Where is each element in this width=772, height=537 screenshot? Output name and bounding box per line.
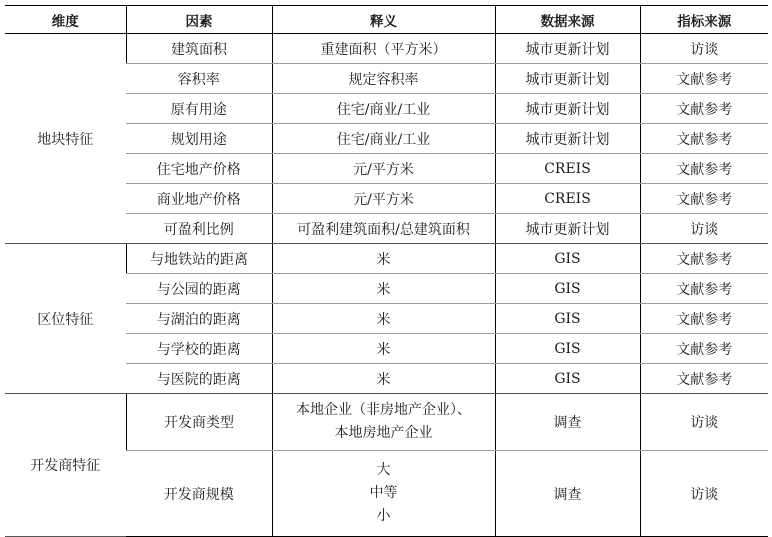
cell-data-source: 城市更新计划 (495, 34, 640, 64)
cell-factor: 开发商类型 (126, 394, 272, 451)
header-factor: 因素 (126, 6, 272, 34)
cell-indicator-source: 文献参考 (640, 304, 768, 334)
cell-meaning (272, 451, 495, 537)
cell-factor: 住宅地产价格 (126, 154, 272, 184)
cell-factor: 可盈利比例 (126, 214, 272, 244)
cell-meaning-line: 本地企业（非房地产企业）、 (296, 402, 471, 418)
cell-data-source: 城市更新计划 (495, 214, 640, 244)
table-row (5, 394, 768, 451)
cell-indicator-source: 文献参考 (640, 124, 768, 154)
cell-meaning: 住宅/商业/工业 (272, 124, 495, 154)
cell-meaning: 元/平方米 (272, 184, 495, 214)
cell-factor: 规划用途 (126, 124, 272, 154)
cell-indicator-source: 访谈 (640, 451, 768, 537)
cell-factor: 开发商规模 (126, 451, 272, 537)
cell-data-source: GIS (495, 244, 640, 274)
cell-factor: 建筑面积 (126, 34, 272, 64)
cell-data-source: 城市更新计划 (495, 124, 640, 154)
cell-meaning: 米 (272, 244, 495, 274)
header-meaning: 释义 (272, 6, 495, 34)
header-row (5, 6, 768, 34)
cell-indicator-source: 文献参考 (640, 244, 768, 274)
factor-table (5, 5, 768, 537)
header-data-source: 数据来源 (495, 6, 640, 34)
cell-indicator-source: 文献参考 (640, 154, 768, 184)
cell-factor: 与学校的距离 (126, 334, 272, 364)
cell-meaning: 重建面积（平方米） (272, 34, 495, 64)
table-body (5, 34, 768, 537)
cell-factor: 与湖泊的距离 (126, 304, 272, 334)
cell-data-source: 城市更新计划 (495, 94, 640, 124)
cell-indicator-source: 文献参考 (640, 274, 768, 304)
cell-meaning-line: 中等 (369, 485, 398, 501)
cell-indicator-source: 访谈 (640, 34, 768, 64)
cell-factor: 原有用途 (126, 94, 272, 124)
cell-indicator-source: 文献参考 (640, 364, 768, 394)
cell-meaning (272, 394, 495, 451)
cell-factor: 与医院的距离 (126, 364, 272, 394)
cell-meaning: 米 (272, 334, 495, 364)
header-dimension: 维度 (5, 6, 126, 34)
cell-factor: 商业地产价格 (126, 184, 272, 214)
cell-meaning: 可盈利建筑面积/总建筑面积 (272, 214, 495, 244)
cell-data-source: CREIS (495, 154, 640, 184)
cell-meaning-line: 大 (376, 462, 391, 478)
cell-indicator-source: 文献参考 (640, 334, 768, 364)
cell-meaning: 米 (272, 304, 495, 334)
header-indicator-source: 指标来源 (640, 6, 768, 34)
table-row (5, 34, 768, 64)
cell-dimension: 地块特征 (5, 34, 126, 244)
cell-factor: 容积率 (126, 64, 272, 94)
cell-meaning-line: 本地房地产企业 (334, 425, 433, 441)
cell-meaning-line: 小 (376, 508, 391, 524)
cell-indicator-source: 文献参考 (640, 94, 768, 124)
cell-data-source: 调查 (495, 394, 640, 451)
table-row (5, 244, 768, 274)
cell-data-source: 城市更新计划 (495, 64, 640, 94)
cell-indicator-source: 文献参考 (640, 184, 768, 214)
cell-meaning: 米 (272, 364, 495, 394)
cell-meaning: 元/平方米 (272, 154, 495, 184)
cell-data-source: GIS (495, 274, 640, 304)
cell-factor: 与公园的距离 (126, 274, 272, 304)
cell-data-source: CREIS (495, 184, 640, 214)
cell-factor: 与地铁站的距离 (126, 244, 272, 274)
cell-data-source: GIS (495, 334, 640, 364)
cell-data-source: GIS (495, 304, 640, 334)
cell-data-source: 调查 (495, 451, 640, 537)
cell-data-source: GIS (495, 364, 640, 394)
cell-dimension: 区位特征 (5, 244, 126, 394)
cell-indicator-source: 访谈 (640, 394, 768, 451)
cell-meaning: 米 (272, 274, 495, 304)
table-header (5, 6, 768, 34)
cell-indicator-source: 文献参考 (640, 64, 768, 94)
cell-meaning: 住宅/商业/工业 (272, 94, 495, 124)
cell-meaning: 规定容积率 (272, 64, 495, 94)
cell-indicator-source: 访谈 (640, 214, 768, 244)
cell-dimension: 开发商特征 (5, 394, 126, 537)
